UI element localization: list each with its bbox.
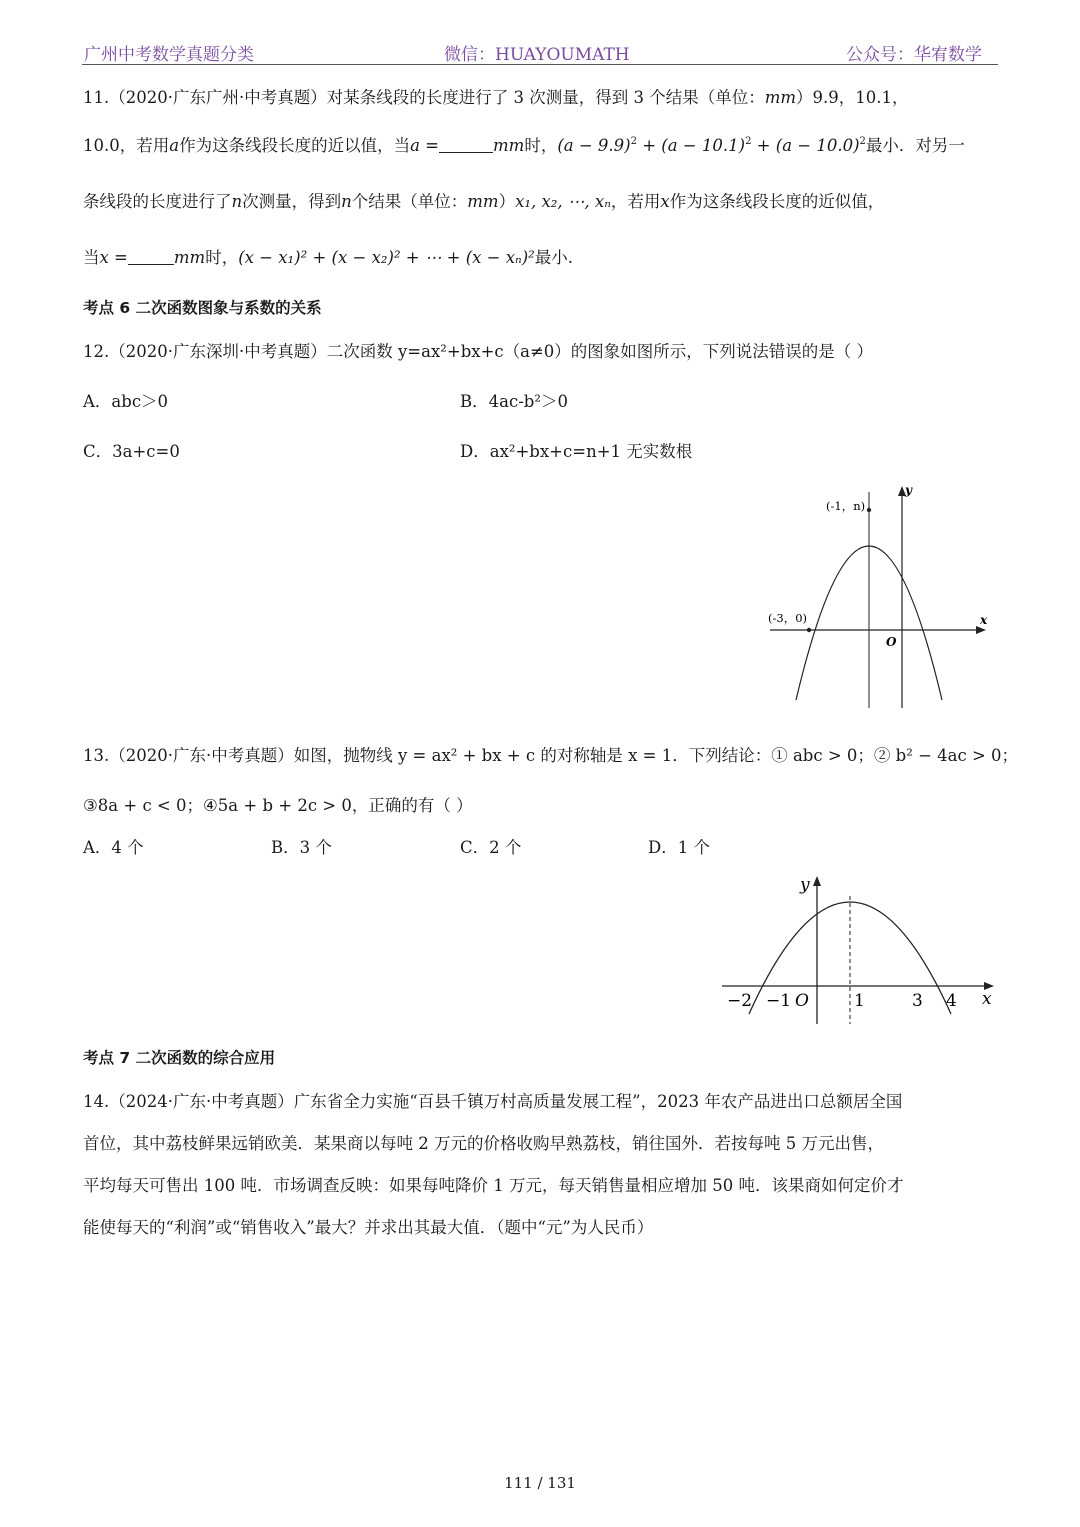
q13-stem-1: 13.（2020·广东·中考真题）如图，抛物线 y = ax² + bx + c 的对称轴是 x = 1．下列结论：① abc > 0；② b² − 4ac > 0；: [83, 746, 1019, 765]
q12-root-point: [807, 628, 811, 632]
page-number: 111 / 131: [504, 1474, 576, 1492]
q12-option-a[interactable]: A．abc＞0: [83, 392, 169, 411]
section-6-title: 考点 6 二次函数图象与系数的关系: [83, 299, 322, 317]
q14-line-3: 平均每天可售出 100 吨．市场调查反映：如果每吨降价 1 万元，每天销售量相应增加 50 吨．该果商如何定价才: [83, 1176, 904, 1195]
header-left: 广州中考数学真题分类: [84, 45, 254, 65]
q12-option-c[interactable]: C．3a+c=0: [83, 442, 180, 461]
q14-line-4: 能使每天的“利润”或“销售收入”最大？并求出其最大值．（题中“元”为人民币）: [83, 1218, 654, 1237]
q12-origin-label: O: [886, 635, 897, 649]
q13-option-a[interactable]: A．4 个: [83, 838, 144, 857]
q12-x-label: x: [980, 613, 988, 627]
q11-line-2: 10.0，若用a作为这条线段长度的近以值，当a = mm时，$(a - 9.9)^2 + (a - 10.1)^2 + (a - 10.0)^2$最小．对另一: [83, 136, 965, 155]
q12-option-d[interactable]: D．ax²+bx+c=n+1 无实数根: [460, 442, 693, 461]
q12-root-label: (-3，0): [768, 611, 807, 625]
q13-origin-label: O: [795, 991, 809, 1011]
q12-vertex-label: (-1，n): [826, 499, 866, 513]
header-wechat: 微信：HUAYOUMATH: [444, 45, 630, 65]
q13-y-arrow: [813, 876, 821, 886]
q13-option-c[interactable]: C．2 个: [460, 838, 522, 857]
q13-option-d[interactable]: D．1 个: [648, 838, 710, 857]
q13-x-label: x: [982, 989, 992, 1009]
q13-tick-1: 1: [854, 991, 865, 1011]
page-header: [82, 38, 998, 65]
q12-stem: 12.（2020·广东深圳·中考真题）二次函数 y=ax²+bx+c（a≠0）的图象如图所示，下列说法错误的是（ ）: [83, 342, 874, 361]
q11-line-1: 11.（2020·广东广州·中考真题）对某条线段的长度进行了 3 次测量，得到 3 个结果（单位：mm）9.9，10.1，: [83, 88, 909, 107]
q13-tick-neg1: −1: [766, 991, 792, 1011]
q14-line-1: 14.（2024·广东·中考真题）广东省全力实施“百县千镇万村高质量发展工程”，2023 年农产品进出口总额居全国: [83, 1092, 903, 1111]
q14-line-2: 首位，其中荔枝鲜果远销欧美．某果商以每吨 2 万元的价格收购早熟荔枝，销往国外．若按每吨 5 万元出售，: [83, 1134, 884, 1153]
q12-parabola-graph: [760, 478, 1000, 714]
answer-blank-1[interactable]: [439, 136, 493, 153]
q12-x-arrow: [976, 626, 986, 634]
q13-tick-3: 3: [912, 991, 923, 1011]
answer-blank-2[interactable]: [128, 248, 174, 265]
header-account: 公众号：华宥数学: [846, 45, 982, 65]
q13-stem-2: ③8a + c < 0；④5a + b + 2c > 0，正确的有（ ）: [83, 796, 473, 815]
q13-tick-neg2: −2: [727, 991, 753, 1011]
q13-tick-4: 4: [946, 991, 957, 1011]
q12-vertex-point: [867, 508, 871, 512]
q11-line-3: 条线段的长度进行了n次测量，得到n个结果（单位：mm）x₁, x₂, ⋯, xₙ，若用x作为这条线段长度的近似值，: [83, 192, 885, 211]
q13-option-b[interactable]: B．3 个: [271, 838, 332, 857]
q11-line-4: 当x = mm时，(x − x₁)² + (x − x₂)² + ⋯ + (x − xₙ)²最小.: [83, 248, 574, 267]
q12-option-b[interactable]: B．4ac-b²＞0: [460, 392, 568, 411]
q12-y-label: y: [905, 483, 912, 497]
section-7-title: 考点 7 二次函数的综合应用: [83, 1049, 276, 1067]
q13-y-label: y: [800, 875, 810, 895]
q13-parabola-graph: [716, 868, 1000, 1028]
